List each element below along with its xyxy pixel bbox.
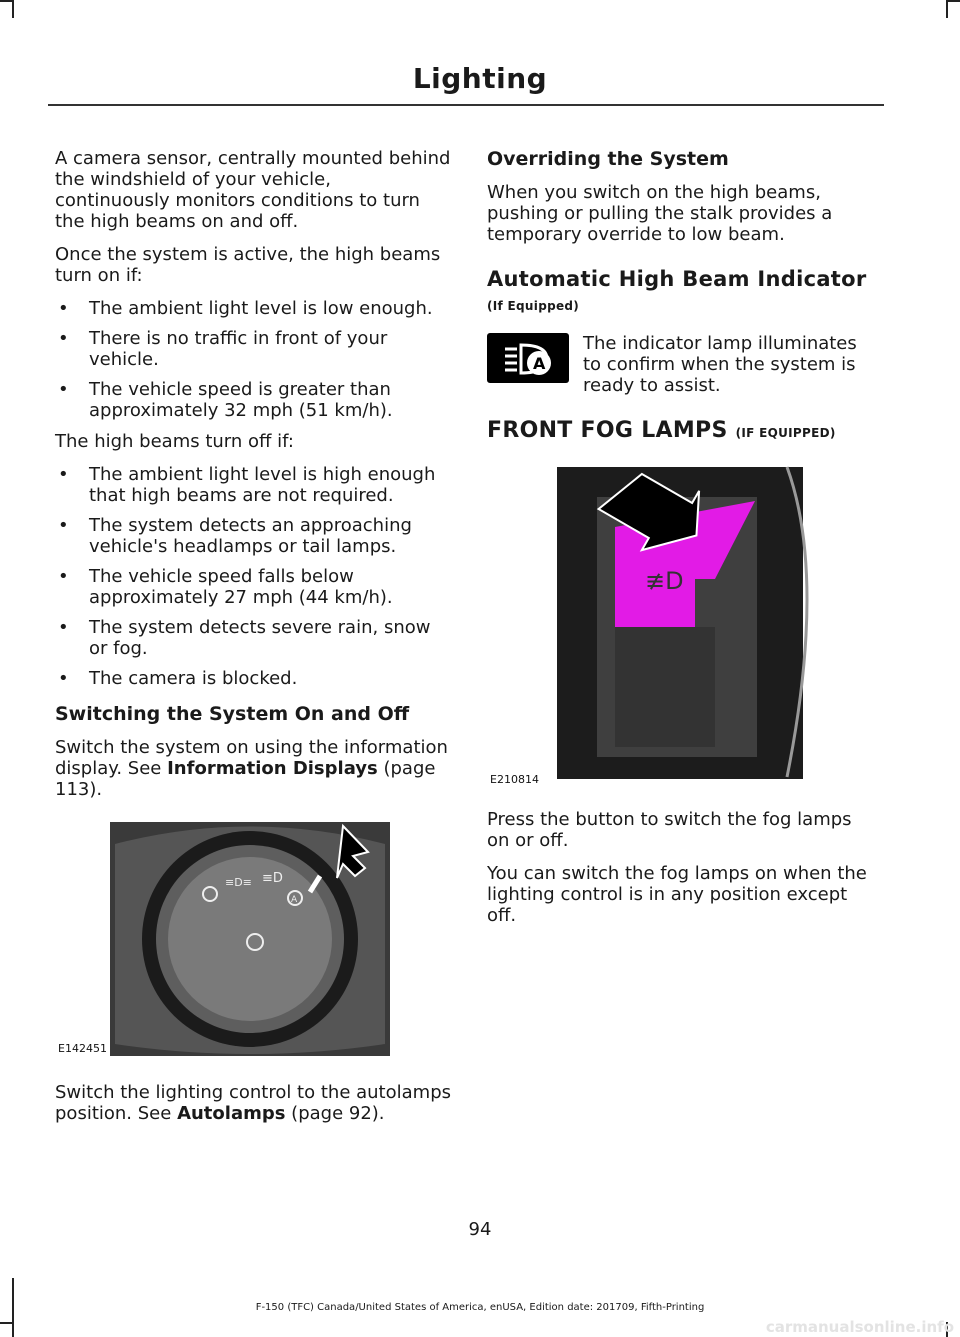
svg-text:≢D: ≢D [645,567,684,595]
off-conditions-lead: The high beams turn off if: [55,431,294,452]
svg-text:A: A [533,354,546,373]
lighting-page-ref: (page 92). [285,1103,385,1124]
information-displays-link[interactable]: Information Displays [167,758,378,779]
fog-lamp-figure [487,457,877,787]
indicator-paragraph: The indicator lamp illuminates to confirm when the system is ready to assist. [583,333,857,396]
off-conditions-list [55,464,451,689]
fog-lamps-heading-text: FRONT FOG LAMPS [487,418,728,443]
on-conditions-list [55,298,451,421]
svg-text:≡D: ≡D [262,871,283,886]
lighting-control-figure [55,814,451,1064]
fog-lamps-heading [487,418,877,443]
fog-lamp-paragraph-2: You can switch the fog lamps on when the lighting control is in any position except off. [487,863,867,926]
indicator-row [487,333,877,396]
list-item: • The camera is blocked. [55,668,451,689]
page-title: Lighting [412,62,548,95]
list-item: • The vehicle speed falls below approximately 27 mph (44 km/h). [55,566,451,608]
figure-code: E142451 [58,1042,107,1055]
fog-lamps-heading-suffix: (IF EQUIPPED) [735,426,836,440]
switching-heading: Switching the System On and Off [55,703,410,725]
svg-text:≡D≡: ≡D≡ [225,876,252,889]
lighting-control-paragraph [55,1082,451,1124]
on-conditions-lead: Once the system is active, the high beams turn on if: [55,244,441,286]
header-divider [48,104,884,106]
footer-edition-info: F-150 (TFC) Canada/United States of America, enUSA, Edition date: 201709, Fifth-Printing [255,1302,705,1313]
crop-mark [0,0,12,2]
fog-lamp-illustration [487,457,877,787]
list-item: • The ambient light level is low enough. [55,298,451,319]
list-item: • The system detects severe rain, snow or fog. [55,617,451,659]
indicator-heading-suffix: (If Equipped) [487,299,580,313]
list-item: • The ambient light level is high enough that high beams are not required. [55,464,451,506]
list-item: • There is no traffic in front of your vehicle. [55,328,451,370]
crop-mark [948,0,960,2]
override-paragraph: When you switch on the high beams, pushing or pulling the stalk provides a temporary override to low beam. [487,182,833,245]
lighting-control-text: Switch the lighting control to the autolamps position. See [55,1082,451,1124]
figure-code: E210814 [490,773,539,786]
indicator-heading-text: Automatic High Beam Indicator [487,267,867,291]
list-item: • The vehicle speed is greater than approximately 32 mph (51 km/h). [55,379,451,421]
override-heading: Overriding the System [487,148,729,170]
crop-mark [946,0,948,18]
watermark: carmanualsonline.info [765,1318,954,1336]
indicator-heading [487,267,877,315]
switching-page-ref: (page 113). [55,758,436,800]
intro-paragraph: A camera sensor, centrally mounted behind the windshield of your vehicle, continuously monitors conditions to turn the high beams on and off. [55,148,451,232]
autolamps-link[interactable]: Autolamps [177,1103,286,1124]
svg-text:A: A [291,895,298,905]
lighting-control-illustration [55,814,451,1064]
right-column [487,148,877,938]
list-item: • The system detects an approaching vehicle's headlamps or tail lamps. [55,515,451,557]
switching-paragraph [55,737,451,800]
left-column [55,148,451,1136]
crop-mark [0,1322,12,1324]
auto-high-beam-indicator-icon [487,333,569,383]
fog-lamp-paragraph-1: Press the button to switch the fog lamps on or off. [487,809,852,851]
switching-text: Switch the system on using the information display. See [55,737,448,779]
crop-mark [12,0,14,18]
auto-high-beam-glyph [487,333,569,383]
page-number: 94 [468,1219,492,1240]
